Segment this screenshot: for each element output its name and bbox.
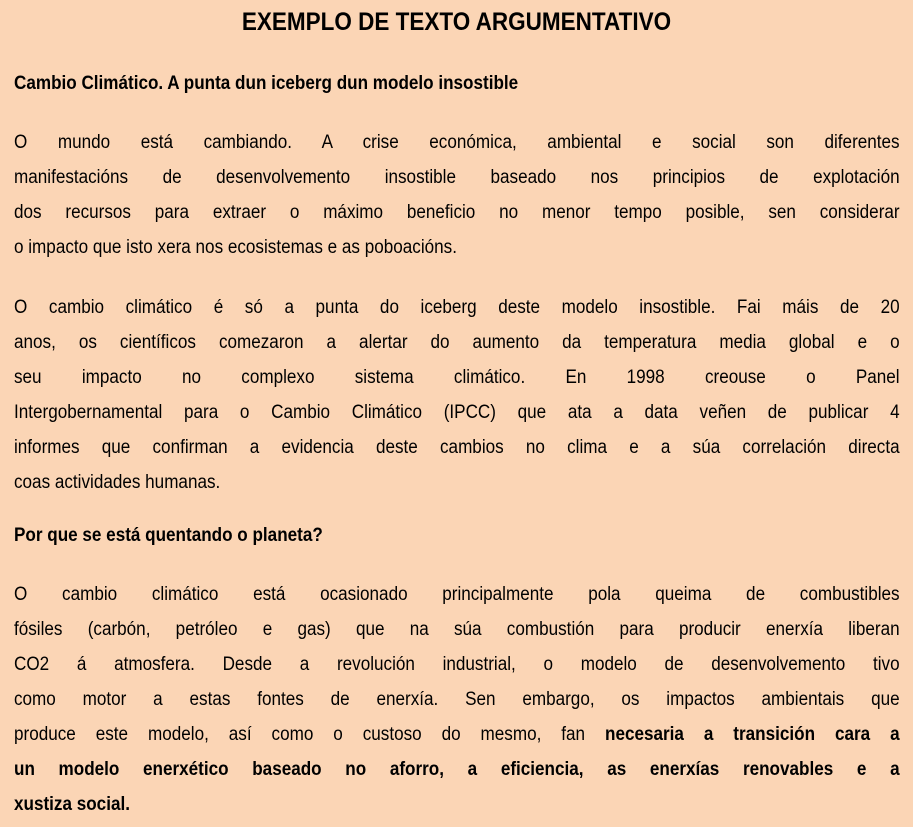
paragraph-line: o impacto que isto xera nos ecosistemas e as poboacións. — [14, 237, 457, 258]
article-subtitle: Cambio Climático. A punta dun iceberg dun modelo insostible — [14, 73, 519, 94]
emphasis-text: necesaria a transición cara a — [605, 724, 900, 745]
paragraph-line: anos, os científicos comezaron a alertar do aumento da temperatura media global e o — [14, 332, 900, 353]
paragraph-line: O cambio climático é só a punta do iceberg deste modelo insostible. Fai máis de 20 — [14, 297, 900, 318]
paragraph-line: dos recursos para extraer o máximo beneficio no menor tempo posible, sen considerar — [14, 202, 900, 223]
document-title: EXEMPLO DE TEXTO ARGUMENTATIVO — [241, 8, 672, 36]
paragraph-line: CO2 á atmosfera. Desde a revolución industrial, o modelo de desenvolvemento tivo — [14, 654, 900, 675]
paragraph-3 — [14, 582, 900, 827]
paragraph-1 — [14, 130, 900, 270]
paragraph-text: produce este modelo, así como o custoso do mesmo, fan — [14, 724, 606, 745]
paragraph-line: O cambio climático está ocasionado principalmente pola queima de combustibles — [14, 584, 900, 605]
paragraph-2 — [14, 295, 900, 505]
paragraph-line: seu impacto no complexo sistema climático. En 1998 creouse o Panel — [14, 367, 900, 388]
emphasis-text: xustiza social. — [14, 794, 130, 815]
paragraph-line — [14, 722, 900, 748]
emphasis-text: un modelo enerxético baseado no aforro, a eficiencia, as enerxías renovables e a — [14, 759, 900, 780]
paragraph-line: informes que confirman a evidencia deste cambios no clima e a súa correlación directa — [14, 437, 900, 458]
paragraph-line: Intergobernamental para o Cambio Climático (IPCC) que ata a data veñen de publicar 4 — [14, 402, 900, 423]
paragraph-line: manifestacións de desenvolvemento insostible baseado nos principios de explotación — [14, 167, 900, 188]
paragraph-line: fósiles (carbón, petróleo e gas) que na súa combustión para producir enerxía liberan — [14, 619, 900, 640]
paragraph-line: como motor a estas fontes de enerxía. Sen embargo, os impactos ambientais que — [14, 689, 900, 710]
paragraph-line — [14, 757, 900, 783]
section-heading: Por que se está quentando o planeta? — [14, 525, 323, 546]
paragraph-line: O mundo está cambiando. A crise económica, ambiental e social son diferentes — [14, 132, 900, 153]
paragraph-line: coas actividades humanas. — [14, 472, 221, 493]
paragraph-line — [14, 792, 900, 818]
